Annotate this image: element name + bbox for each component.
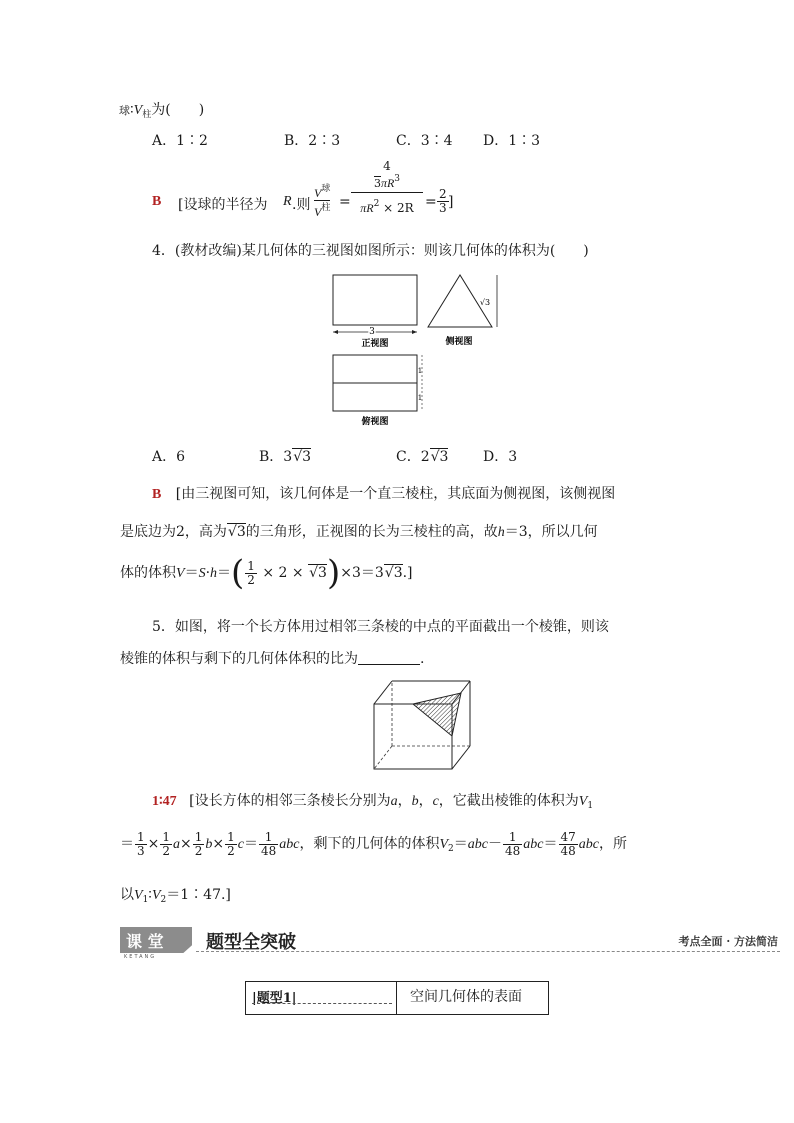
- q5-solution-line2: ＝ $\frac{1}{3}$ × $\frac{1}{2}$ a× $\frac{1}{2}$ b× $\frac{1}{2}$ c＝ $\frac{1}{48}$ abc，剩下的几何体的体积$V_2=abc-$ $\frac{1}{48}$ abc＝ $\frac{47}{48}$ abc，所: [120, 829, 627, 858]
- q5-stem-line1: 5．如图，将一个长方体用过相邻三条棱的中点的平面截出一个棱锥，则该: [152, 619, 609, 635]
- banner-box-sub: KETANG: [124, 954, 157, 960]
- banner-title: 题型全突破: [206, 932, 296, 953]
- section-banner: [120, 927, 780, 960]
- front-dim-label: 3: [369, 327, 375, 337]
- frac-1-48: $\frac{1}{48}$: [260, 829, 277, 858]
- q4-option-a: A．6: [152, 449, 186, 465]
- dim-arrow-left: [333, 330, 338, 334]
- frac-1-3: $\frac{1}{3}$: [137, 829, 145, 858]
- frac-1-48-b: $\frac{1}{48}$: [505, 829, 521, 858]
- q3-option-b: B．2∶3: [284, 133, 341, 149]
- q4-option-d: D．3: [483, 449, 518, 465]
- frac-47-48: $\frac{47}{48}$: [560, 829, 576, 858]
- q4-three-view-figure: [325, 270, 515, 430]
- top-dim-b: 1: [417, 394, 423, 402]
- banner-right-text: 考点全面 · 方法简洁: [678, 935, 778, 948]
- cut-section-triangle: [413, 693, 461, 736]
- q4-solution-line2: 是底边为2，高为√ 3的三角形，正视图的长为三棱柱的高，故h＝3，所以几何: [120, 521, 598, 541]
- top-dim-a: 1: [417, 367, 423, 375]
- q3-stem-tail: 球$∶V_柱$为( ): [119, 102, 205, 120]
- q3-volume-frac: 4 $3\pi R^3$ $\pi R^2 \times 2R$: [351, 160, 423, 215]
- frac-1-2-c: $\frac{1}{2}$: [227, 829, 235, 858]
- q5-answer: 1∶47: [152, 794, 177, 809]
- answer-blank: [358, 650, 420, 665]
- banner-underline: [196, 951, 780, 952]
- q4-solution-line1: B [由三视图可知，该几何体是一个直三棱柱，其底面为侧视图，该侧视图: [152, 486, 616, 502]
- q3-option-d: D．1∶3: [483, 133, 541, 149]
- type-title: 空间几何体的表面: [410, 989, 522, 1005]
- q5-solution-line1: 1∶47 [设长方体的相邻三条棱长分别为a，b，c，它截出棱锥的体积为$V_1$: [152, 793, 594, 811]
- left-paren: (: [231, 553, 245, 593]
- q3-result-frac: $\frac{2}{3}$: [439, 187, 447, 215]
- right-paren: ): [326, 553, 341, 593]
- side-dim-label: √3: [479, 298, 491, 307]
- q5-solution-line3: 以$V_1∶V_2=1∶47$.]: [120, 887, 231, 905]
- side-view-caption: 侧视图: [445, 337, 473, 347]
- q3-ratio-frac: $V^球$ $V^柱$: [314, 184, 331, 219]
- q5-stem-line2: 棱锥的体积与剩下的几何体体积的比为 .: [120, 651, 425, 667]
- type-table: [245, 981, 549, 1015]
- front-view-rect: [333, 275, 417, 325]
- q4-option-b: B．3√ 3: [259, 446, 311, 466]
- type-label: |题型1|: [252, 991, 297, 1006]
- q3-option-a: A．1∶2: [152, 133, 208, 149]
- half-frac: $\frac{1}{2}$: [247, 558, 255, 587]
- q4-stem: 4．(教材改编)某几何体的三视图如图所示：则该几何体的体积为( ): [152, 243, 589, 259]
- q3-answer: B: [152, 194, 162, 209]
- frac-1-2-a: $\frac{1}{2}$: [162, 829, 171, 858]
- frac-1-2-b: $\frac{1}{2}$: [194, 829, 203, 858]
- q4-option-c: C．2√ 3: [396, 446, 448, 466]
- top-left-edge: [374, 681, 392, 704]
- top-view-caption: 俯视图: [361, 417, 389, 427]
- q5-cuboid-figure: [370, 676, 472, 774]
- front-view-caption: 正视图: [361, 339, 389, 349]
- right-bottom-edge: [452, 746, 470, 769]
- banner-box-text: 课 堂: [126, 932, 164, 951]
- q3-option-c: C．3∶4: [396, 133, 453, 149]
- type-dashed-line: [252, 1003, 392, 1004]
- hidden-edge: [374, 746, 392, 769]
- dim-arrow-right: [412, 330, 417, 334]
- q4-answer: B: [152, 487, 162, 502]
- q4-solution-line3: 体的体积V＝S·h＝( $\frac{1}{2}$ × 2 × √ 3)×3＝3√ 3.]: [120, 556, 413, 591]
- type-table-left: [246, 982, 397, 1014]
